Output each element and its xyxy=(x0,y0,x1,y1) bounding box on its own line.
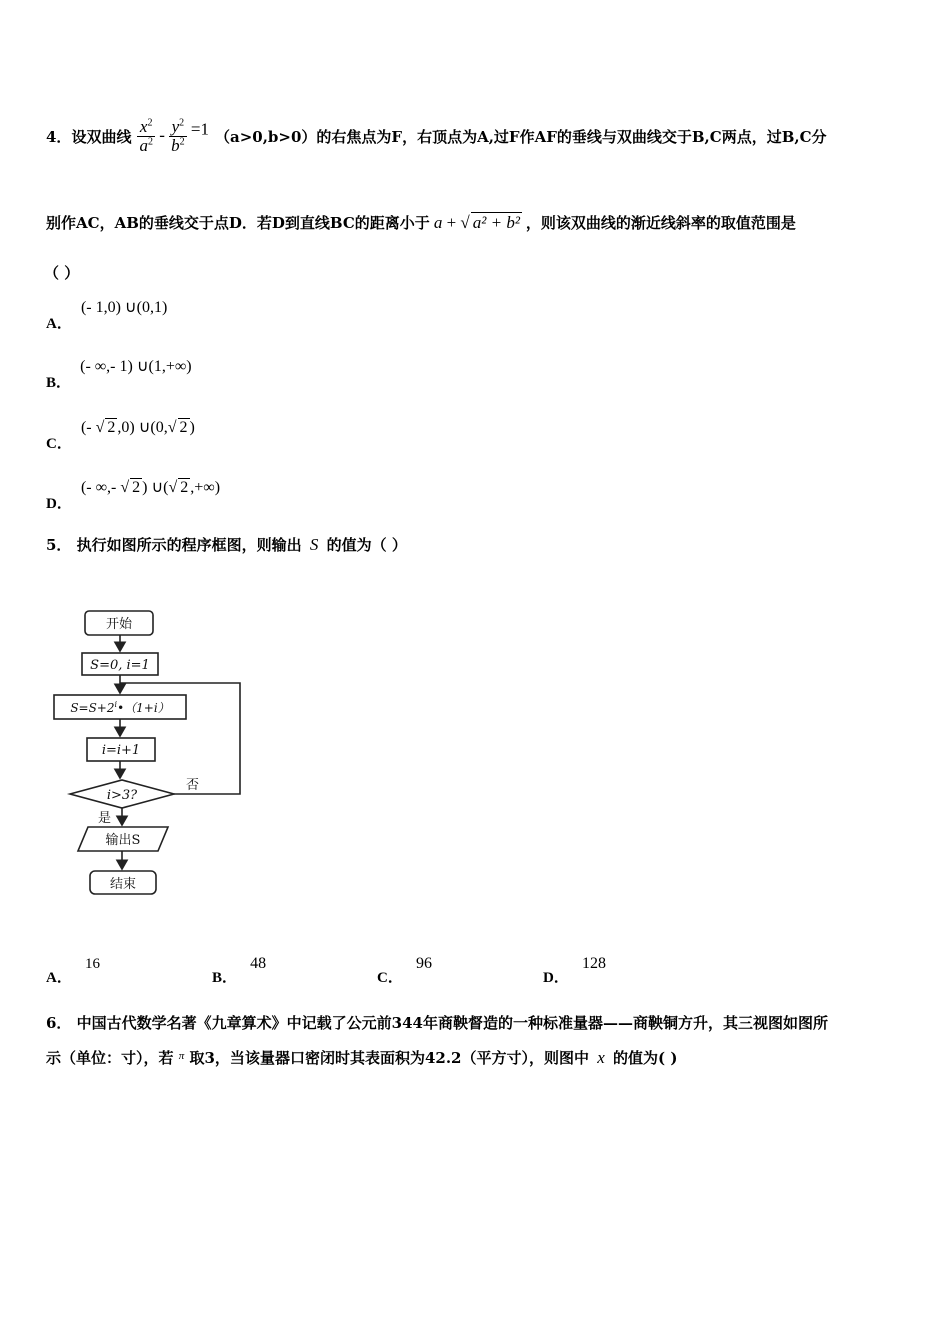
q6-text-2c: 的值为( ) xyxy=(613,1049,678,1067)
dist-radicand: a² + b² xyxy=(472,212,520,232)
q4-option-b xyxy=(46,355,192,391)
option-text: (- 1,0) ∪(0,1) xyxy=(80,299,168,316)
q4-option-c xyxy=(46,416,195,452)
eq-y: y xyxy=(171,116,180,136)
eq-exp-2: 2 xyxy=(147,135,153,147)
dist-a: a xyxy=(433,212,443,232)
option-label: B． xyxy=(46,375,72,391)
distance-expression xyxy=(434,212,522,233)
eq-b: b xyxy=(171,135,180,155)
option-part: ,+∞) xyxy=(190,479,221,496)
q4-line2 xyxy=(46,204,796,240)
flow-update-text xyxy=(70,700,169,715)
flow-cond-text: i>3? xyxy=(106,788,138,803)
option-text: (- ∞,- 1) ∪(1,+∞) xyxy=(80,358,192,375)
q6-line2 xyxy=(46,1047,677,1068)
option-text xyxy=(81,419,195,436)
q4-text-2: 的右焦点为F，右顶点为A,过F作AF的垂线与双曲线交于B,C两点，过B,C分 xyxy=(316,127,827,146)
q5-option-d xyxy=(543,952,606,986)
option-value: 96 xyxy=(415,955,432,972)
option-value: 48 xyxy=(250,955,267,972)
flow-update-a: S=S+2 xyxy=(70,701,115,715)
q5-number: 5． xyxy=(46,536,72,554)
option-label: C． xyxy=(46,436,72,452)
q6-line1 xyxy=(46,1012,828,1033)
option-radicand: 2 xyxy=(132,479,141,496)
q5-option-c xyxy=(377,952,432,986)
option-label: D． xyxy=(543,970,569,986)
flow-inc-text: i=i+1 xyxy=(101,743,141,758)
option-part: ) ∪( xyxy=(142,479,169,496)
q5-option-a xyxy=(46,952,100,986)
q4-condition: （a>0,b>0） xyxy=(214,127,317,146)
q4-text-3: 别作AC，AB的垂线交于点D．若D到直线BC的距离小于 xyxy=(46,213,430,232)
dist-plus: + xyxy=(442,212,461,232)
option-value: 128 xyxy=(581,955,606,972)
eq-x: x xyxy=(139,116,148,136)
option-label: D． xyxy=(46,496,72,512)
q6-text-2a: 示（单位：寸），若 xyxy=(46,1049,174,1067)
flow-update-exp: i xyxy=(114,700,118,709)
eq-exp-4: 2 xyxy=(179,135,185,147)
q4-option-d xyxy=(46,476,221,512)
q6-text-2b: 取3，当该量器口密闭时其表面积为42.2（平方寸），则图中 xyxy=(189,1049,589,1067)
q6-number: 6． xyxy=(46,1014,72,1032)
option-part: (- ∞,- xyxy=(80,479,121,496)
flow-no-label: 否 xyxy=(186,778,200,793)
q4-text-4: ，则该双曲线的渐近线斜率的取值范围是 xyxy=(525,213,796,232)
option-label: A． xyxy=(46,970,72,986)
flow-init-text: S=0, i=1 xyxy=(90,658,150,673)
q4-option-a xyxy=(46,296,168,332)
q6-pi: π xyxy=(178,1050,185,1062)
option-label: B． xyxy=(212,970,238,986)
option-radicand: 2 xyxy=(107,419,116,436)
flow-output-text: 输出S xyxy=(105,833,141,848)
sqrt-sign: √ xyxy=(167,419,177,436)
q5-text-1: 执行如图所示的程序框图，则输出 xyxy=(76,536,302,554)
q4-paren: （ ） xyxy=(44,264,80,282)
eq-a: a xyxy=(139,135,148,155)
q4-number: 4． xyxy=(46,127,72,146)
eq-exp-1: 2 xyxy=(147,117,153,128)
eq-exp-3: 2 xyxy=(179,117,185,128)
q5-option-b xyxy=(212,952,267,986)
q5-text-2: 的值为（ ） xyxy=(326,536,407,554)
option-text xyxy=(81,479,220,496)
q6-x: x xyxy=(597,1048,605,1067)
sqrt-sign: √ xyxy=(168,479,178,496)
q5-line xyxy=(46,534,407,555)
eq-minus: - xyxy=(159,124,165,144)
option-part: ,0) ∪(0, xyxy=(117,419,168,436)
sqrt-sign: √ xyxy=(120,479,130,496)
option-part: ) xyxy=(189,419,195,436)
flow-yes-label: 是 xyxy=(98,811,112,826)
q4-text-1: 设双曲线 xyxy=(71,127,132,146)
flow-end-text: 结束 xyxy=(109,877,137,892)
option-part: (- xyxy=(80,419,96,436)
flow-start-text: 开始 xyxy=(105,617,133,632)
option-value: 16 xyxy=(84,956,100,972)
q4-line1 xyxy=(46,104,827,168)
option-label: C． xyxy=(377,970,403,986)
sqrt-sign: √ xyxy=(460,212,470,232)
hyperbola-equation xyxy=(137,118,209,155)
option-label: A． xyxy=(46,316,72,332)
option-radicand: 2 xyxy=(180,479,189,496)
q5-var: S xyxy=(309,535,319,554)
flowchart xyxy=(40,598,260,908)
eq-equals-one: =1 xyxy=(190,118,209,138)
option-radicand: 2 xyxy=(179,419,188,436)
sqrt-sign: √ xyxy=(95,419,105,436)
q6-text-1: 中国古代数学名著《九章算术》中记载了公元前344年商鞅督造的一种标准量器——商鞅铜方升，其三视图如图所 xyxy=(76,1014,828,1032)
flow-update-b: •（1+i） xyxy=(117,701,170,715)
